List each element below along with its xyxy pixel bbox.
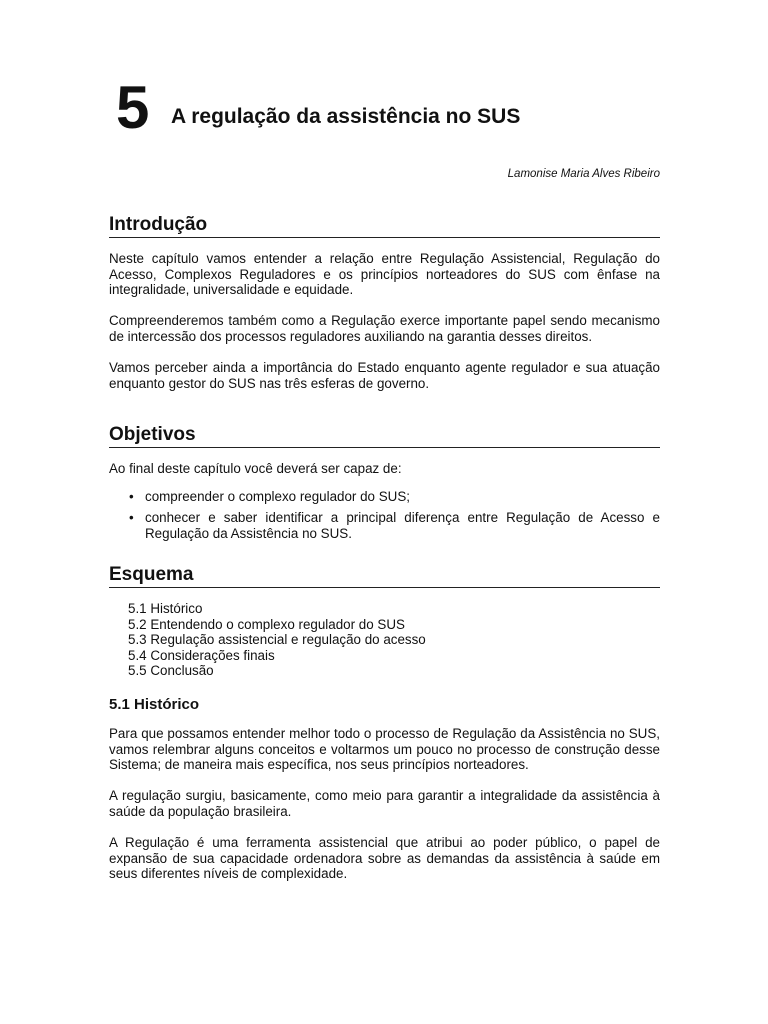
objetivos-list <box>109 489 660 542</box>
chapter-number: 5 <box>116 74 150 141</box>
outline-item: 5.2 Entendendo o complexo regulador do SUS <box>128 616 405 632</box>
outline-item: 5.4 Considerações finais <box>128 647 275 663</box>
list-item-text: conhecer e saber identificar a principal diferença entre Regulação de Acesso e Regulação da Assistência no SUS. <box>145 510 660 541</box>
historico-body <box>109 726 660 882</box>
subsection-heading-historico: 5.1 Histórico <box>109 696 200 713</box>
paragraph: Neste capítulo vamos entender a relação entre Regulação Assistencial, Regulação do Acesso, Complexos Reguladores e os princípios norteadores do SUS com ênfase na integralidade, universalidade e equidade. <box>109 251 660 298</box>
bullet-icon: • <box>129 510 134 526</box>
outline-item: 5.1 Histórico <box>128 601 203 616</box>
section-historico <box>109 696 660 882</box>
bullet-icon: • <box>129 488 134 504</box>
list-item <box>109 510 660 541</box>
section-heading-introducao: Introdução <box>109 214 660 238</box>
paragraph: A Regulação é uma ferramenta assistencial que atribui ao poder público, o papel de expansão de sua capacidade ordenadora sobre as demandas da assistência à saúde em seus diferentes níveis de complexidade. <box>109 835 660 882</box>
list-item <box>109 489 660 505</box>
author-name: Lamonise Maria Alves Ribeiro <box>507 168 660 180</box>
list-item-text: compreender o complexo regulador do SUS; <box>145 488 410 504</box>
section-objetivos <box>109 424 660 547</box>
chapter-title: A regulação da assistência no SUS <box>171 105 521 128</box>
section-heading-objetivos: Objetivos <box>109 424 660 448</box>
paragraph: A regulação surgiu, basicamente, como meio para garantir a integralidade da assistência à saúde da população brasileira. <box>109 788 660 819</box>
chapter-header <box>109 0 660 160</box>
objetivos-intro: Ao final deste capítulo você deverá ser capaz de: <box>109 461 402 476</box>
outline-item: 5.3 Regulação assistencial e regulação do acesso <box>128 632 426 648</box>
outline-item: 5.5 Conclusão <box>128 663 214 679</box>
section-esquema <box>109 564 660 679</box>
paragraph: Para que possamos entender melhor todo o processo de Regulação da Assistência no SUS, vamos relembrar alguns conceitos e voltarmos um pouco no processo de construção desse Sistema; de maneira mais específica, nos seus princípios norteadores. <box>109 726 660 773</box>
esquema-list <box>109 601 660 679</box>
section-heading-esquema: Esquema <box>109 564 660 588</box>
paragraph: Compreenderemos também como a Regulação exerce importante papel sendo mecanismo de intercessão dos processos reguladores auxiliando na garantia desses direitos. <box>109 313 660 344</box>
section-introducao <box>109 214 660 391</box>
paragraph: Vamos perceber ainda a importância do Estado enquanto agente regulador e sua atuação enquanto gestor do SUS nas três esferas de governo. <box>109 360 660 391</box>
objetivos-body <box>109 461 660 541</box>
introducao-body <box>109 251 660 391</box>
